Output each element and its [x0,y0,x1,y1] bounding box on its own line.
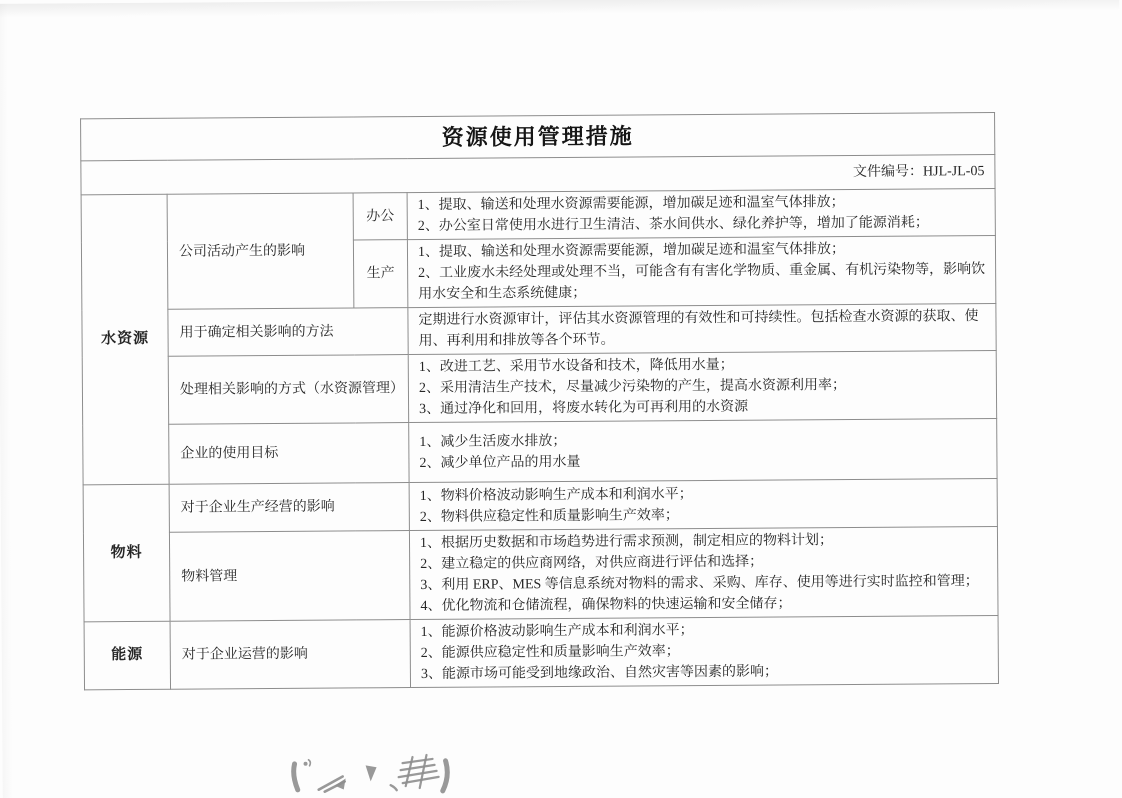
page-title: 资源使用管理措施 [81,112,995,160]
ink-stroke [309,760,311,766]
office-label-cell: 办公 [353,193,407,240]
resource-management-table [80,112,999,690]
ink-stroke [401,765,435,770]
water-treatment-label-cell: 处理相关影响的方式（水资源管理） [168,355,408,425]
ink-stroke [399,771,437,777]
ink-stroke [443,761,448,791]
water-method-content-cell: 定期进行水资源审计，评估其水资源管理的有效性和可持续性。包括检查水资源的获取、使用、再利用和排放等各个环节。 [408,303,996,354]
material-management-content-cell: 1、根据历史数据和市场趋势进行需求预测，制定相应的物料计划； 2、建立稳定的供应商网络，对供应商进行评估和选择； 3、利用 ERP、MES 等信息系统对物料的需求、采购、库存、使用等进行实时监控和管理； 4、优化物流和仓储流程，确保物料的快速运输和安全储存； [409,526,998,619]
office-impact-content-cell: 1、提取、输送和处理水资源需要能源，增加碳足迹和温室气体排放； 2、办公室日常使用水进行卫生清洁、茶水间供水、绿化养护等，增加了能源消耗； [407,188,995,239]
material-impact-content-cell: 1、物料价格波动影响生产成本和利润水平； 2、物料供应稳定性和质量影响生产效率； [409,478,997,530]
energy-impact-label-cell: 对于企业运营的影响 [170,620,410,690]
material-management-label-cell: 物料管理 [169,531,410,622]
energy-impact-content-cell: 1、能源价格波动影响生产成本和利润水平； 2、能源供应稳定性和质量影响生产效率； 3、能源市场可能受到地缘政治、自然灾害等因素的影响； [410,615,998,687]
energy-category-cell: 能源 [84,621,170,690]
ink-dot [304,762,308,766]
water-company-impact-label-cell: 公司活动产生的影响 [167,193,354,309]
ink-stroke [403,759,433,763]
water-target-content-cell: 1、减少生活废水排放； 2、减少单位产品的用水量 [409,418,997,482]
material-category-cell: 物料 [83,484,170,622]
water-method-label-cell: 用于确定相关影响的方法 [168,308,408,357]
ink-wedge [366,765,377,781]
production-label-cell: 生产 [353,240,407,308]
production-impact-content-cell: 1、提取、输送和处理水资源需要能源，增加碳足迹和温室气体排放； 2、工业废水未经处理或处理不当，可能含有有害化学物质、重金属、有机污染物等，影响饮用水安全和生态系统健康； [407,235,995,307]
water-target-label-cell: 企业的使用目标 [169,423,409,485]
ink-stroke [391,785,397,790]
water-category-cell: 水资源 [81,194,169,485]
doc-number: 文件编号：HJL-JL-05 [81,154,995,194]
handwriting-marks [272,749,472,796]
material-impact-label-cell: 对于企业生产经营的影响 [169,483,409,533]
water-treatment-content-cell: 1、改进工艺、采用节水设备和技术，降低用水量； 2、采用清洁生产技术，尽量减少污染物的产生，提高水资源利用率； 3、通过净化和回用，将废水转化为可再利用的水资源 [408,350,996,422]
ink-stroke [294,764,298,790]
